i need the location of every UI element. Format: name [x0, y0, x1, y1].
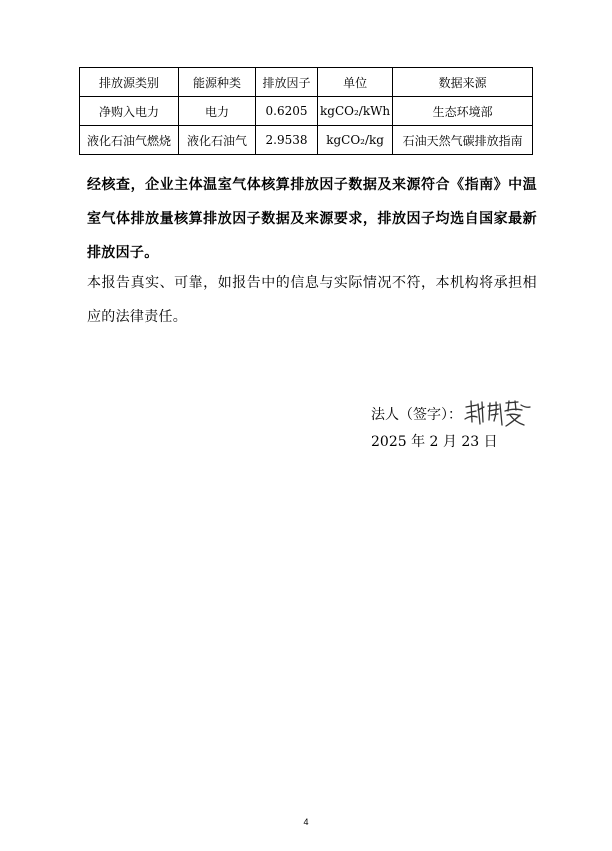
emission-factor-table — [79, 67, 533, 155]
table-header-cell: 数据来源 — [393, 68, 533, 97]
table-header-cell: 能源种类 — [179, 68, 256, 97]
statement-paragraph: 本报告真实、可靠，如报告中的信息与实际情况不符，本机构将承担相应的法律责任。 — [87, 275, 537, 325]
handwritten-signature — [462, 398, 534, 430]
table-cell: 0.6205 — [256, 97, 318, 126]
table-cell: 液化石油气 — [179, 126, 256, 155]
table-cell: kgCO₂/kWh — [318, 97, 393, 126]
verification-paragraph: 经核查，企业主体温室气体核算排放因子数据及来源符合《指南》中温室气体排放量核算排放因子数据及来源要求，排放因子均选自国家最新排放因子。 — [87, 177, 537, 261]
table-cell: 液化石油气燃烧 — [80, 126, 179, 155]
table-cell: 电力 — [179, 97, 256, 126]
table-cell: 生态环境部 — [393, 97, 533, 126]
table-cell: 2.9538 — [256, 126, 318, 155]
table-row — [80, 97, 533, 126]
signature-line — [371, 398, 534, 430]
table-cell: 石油天然气碳排放指南 — [393, 126, 533, 155]
table-header-cell: 排放因子 — [256, 68, 318, 97]
signature-label: 法人（签字）： — [371, 407, 462, 423]
table-cell: 净购入电力 — [80, 97, 179, 126]
date-text: 2025 年 2 月 23 日 — [371, 434, 498, 450]
table-row — [80, 126, 533, 155]
table-header-row — [80, 68, 533, 97]
table-header-cell: 排放源类别 — [80, 68, 179, 97]
page-number: 4 — [303, 817, 309, 827]
table-header-cell: 单位 — [318, 68, 393, 97]
table-cell: kgCO₂/kg — [318, 126, 393, 155]
